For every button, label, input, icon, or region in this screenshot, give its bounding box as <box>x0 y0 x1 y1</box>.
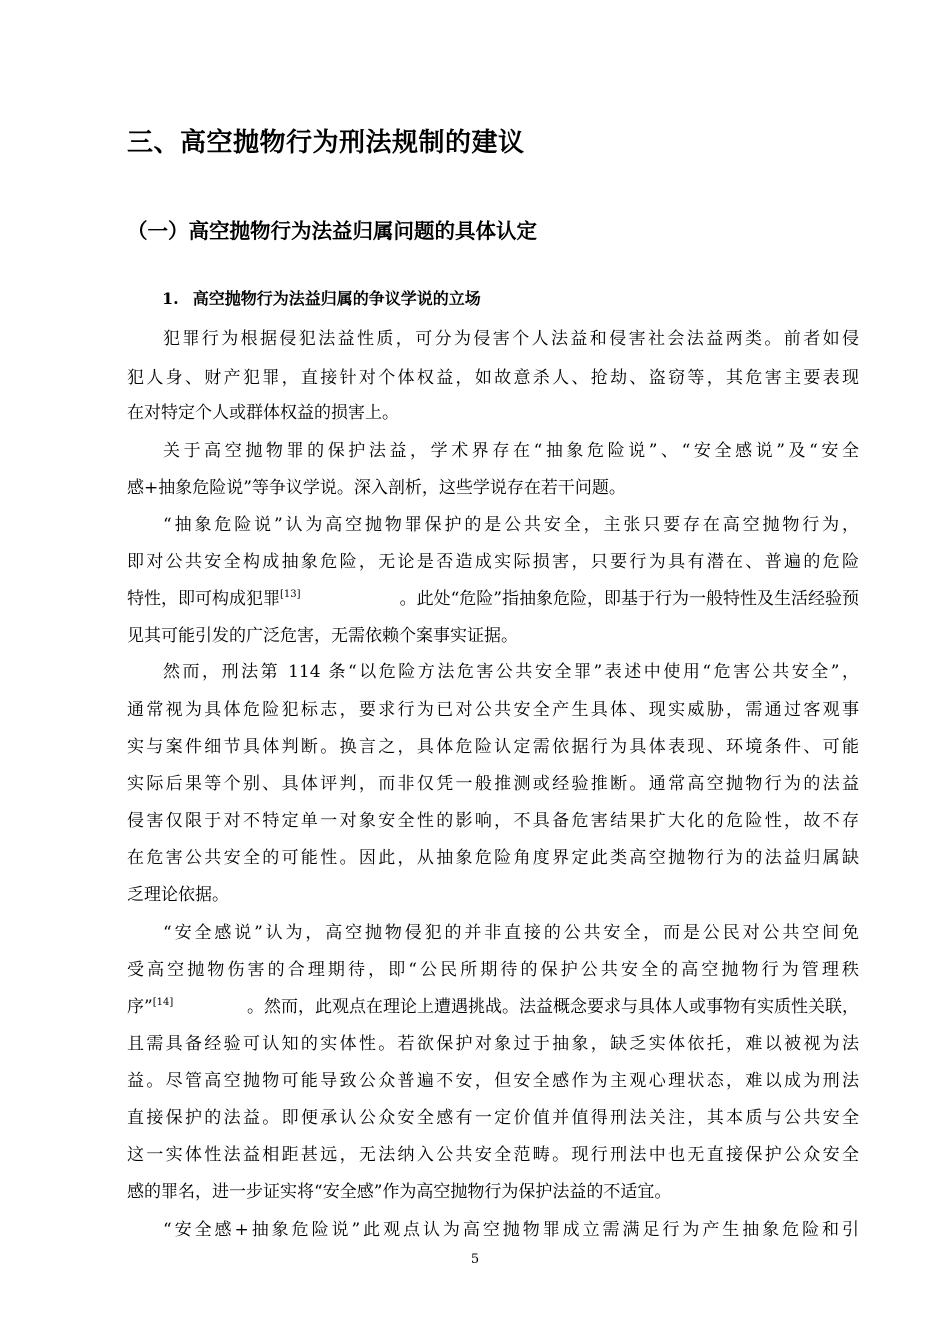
text-line: 然而，刑法第 114 条“以危险方法危害公共安全罪”表述中使用“危害公共安全”， <box>163 662 859 682</box>
text-line: 通常视为具体危险犯标志，要求行为已对公共安全产生具体、现实威胁，需通过客观事 <box>127 700 859 720</box>
text-line: 直接保护的法益。即便承认公众安全感有一定价值并值得刑法关注，其本质与公共安全 <box>127 1108 859 1128</box>
text-line: 犯人身、财产犯罪，直接针对个体权益，如故意杀人、抢劫、盗窃等，其危害主要表现 <box>127 368 859 388</box>
heading-text: 高空抛物行为法益归属的争议学说的立场 <box>192 289 481 308</box>
text-line: 受高空抛物伤害的合理期待，即“公民所期待的保护公共安全的高空抛物行为管理秩 <box>127 960 859 980</box>
text-line: 且需具备经验可认知的实体性。若欲保护对象过于抽象，缺乏实体依托，难以被视为法 <box>127 1034 859 1054</box>
citation-14: [14] <box>152 997 174 1008</box>
text-line: 实际后果等个别、具体评判，而非仅凭一般推测或经验推断。通常高空抛物行为的法益 <box>127 774 859 794</box>
subsection-heading: （一）高空抛物行为法益归属问题的具体认定 <box>127 219 537 243</box>
text-line <box>127 587 859 611</box>
section-heading: 三、高空抛物行为刑法规制的建议 <box>127 128 525 158</box>
heading-number: 1. <box>162 289 179 308</box>
subsubsection-heading <box>162 286 481 309</box>
text-line: 这一实体性法益相距甚远，无法纳入公共安全范畴。现行刑法中也无直接保护公众安全 <box>127 1145 859 1165</box>
text-line: 感+抽象危险说”等争议学说。深入剖析，这些学说存在若干问题。 <box>127 478 626 498</box>
line-text: 特性，即可构成犯罪 <box>127 589 280 609</box>
text-line <box>127 995 859 1019</box>
text-line: 关于高空抛物罪的保护法益，学术界存在“抽象危险说”、“安全感说”及“安全 <box>163 441 860 461</box>
page-number: 5 <box>470 1252 480 1267</box>
line-text: 。然而，此观点在理论上遭遇挑战。法益概念要求与具体人或事物有实质性关联， <box>247 997 859 1017</box>
line-text: 。此处“危险”指抽象危险，即基于行为一般特性及生活经验预 <box>399 589 859 609</box>
text-line: 实与案件细节具体判断。换言之，具体危险认定需依据行为具体表现、环境条件、可能 <box>127 737 859 757</box>
text-line: “安全感+抽象危险说”此观点认为高空抛物罪成立需满足行为产生抽象危险和引 <box>163 1220 859 1240</box>
text-line: “安全感说”认为，高空抛物侵犯的并非直接的公共安全，而是公民对公共空间免 <box>163 923 859 943</box>
text-line: 感的罪名，进一步证实将“安全感”作为高空抛物行为保护法益的不适宜。 <box>127 1182 672 1202</box>
text-line: 见其可能引发的广泛危害，无需依赖个案事实证据。 <box>127 626 518 646</box>
text-line: 即对公共安全构成抽象危险，无论是否造成实际损害，只要行为具有潜在、普遍的危险 <box>127 552 859 572</box>
citation-13: [13] <box>280 589 301 600</box>
text-line: 益。尽管高空抛物可能导致公众普遍不安，但安全感作为主观心理状态，难以成为刑法 <box>127 1071 859 1091</box>
text-line: 侵害仅限于对不特定单一对象安全性的影响，不具备危害结果扩大化的危险性，故不存 <box>127 811 859 831</box>
text-line: 在危害公共安全的可能性。因此，从抽象危险角度界定此类高空抛物行为的法益归属缺 <box>127 848 859 868</box>
text-line: “抽象危险说”认为高空抛物罪保护的是公共安全，主张只要存在高空抛物行为， <box>163 515 859 535</box>
text-line: 犯罪行为根据侵犯法益性质，可分为侵害个人法益和侵害社会法益两类。前者如侵 <box>163 329 859 349</box>
text-line: 乏理论依据。 <box>127 885 229 905</box>
text-line: 在对特定个人或群体权益的损害上。 <box>127 403 399 423</box>
line-text: 序” <box>127 997 153 1017</box>
